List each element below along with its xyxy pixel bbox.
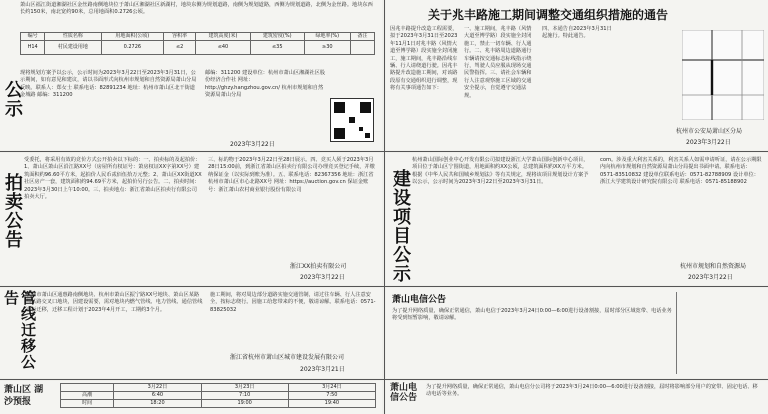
table-cell	[350, 41, 374, 55]
table-header: 建筑密度(%)	[250, 33, 304, 41]
side-ad	[676, 292, 762, 374]
table-header: 性质名称	[45, 33, 101, 41]
table-header: 用地面积(公顷)	[101, 33, 164, 41]
bottom-telecom-panel	[386, 381, 768, 414]
pipeline-date: 2023年3月21日	[300, 366, 345, 373]
auction-date: 2023年3月22日	[300, 274, 345, 281]
traffic-notice-panel	[386, 0, 768, 150]
planning-date: 2023年3月22日	[230, 141, 275, 148]
table-cell: 19:00	[201, 400, 288, 408]
pipeline-panel	[0, 288, 382, 378]
table-cell: 7:10	[201, 392, 288, 400]
table-cell: 19:40	[288, 400, 375, 408]
telecom-title: 萧山电信公告	[392, 295, 447, 305]
table-cell: ≤2	[164, 41, 196, 55]
planning-label: 公示	[2, 80, 23, 118]
table-cell: 村民建设用地	[45, 41, 101, 55]
traffic-notice-title: 关于兆丰路施工期间调整交通组织措施的通告	[428, 8, 669, 22]
weather-label: 萧山区 湖沙预报	[4, 385, 44, 407]
planning-table	[20, 32, 375, 55]
table-cell: 0.2726	[101, 41, 164, 55]
traffic-footer: 杭州市公安局萧山区分局	[676, 128, 743, 135]
traffic-date: 2023年3月22日	[686, 139, 731, 146]
weather-panel	[0, 381, 382, 414]
auction-label: 拍卖公告	[2, 173, 23, 249]
table-header: 编号	[21, 33, 45, 41]
planning-table-header-row	[21, 33, 375, 41]
table-cell: ≥30	[304, 41, 350, 55]
planning-body: 现将规划方案予以公示，公示时间为2023年3月22日至2023年3月31日，公示期间，如有意见和建议，请以书面形式向杭州市规划和自然资源局萧山分局反映。联系人：郑女士 联系电话：82891234 地址：杭州市萧山区北干街道金城路 邮编：311200	[20, 70, 197, 99]
weather-row	[61, 400, 376, 408]
pipeline-col1: 杭州市萧山区通惠路南侧地块、杭州市萧山区振宁路XX号地块、萧山区某路与某路交叉口地块，因建设需要，需对地块内燃气管线、电力管线、通信管线进行迁移，迁移工程计划于2023年4月开工，工期约3个月。	[26, 292, 203, 313]
planning-contact: 邮编：311200 建设单位：杭州市萧山区湘湖社区股份经济合作社 网址：http://ghzy.hangzhou.gov.cn/ 杭州市规划和自然资源局萧山分局	[205, 70, 326, 99]
table-cell: 7:50	[288, 392, 375, 400]
table-header: 3月22日	[114, 384, 201, 392]
table-cell: ≤40	[196, 41, 250, 55]
project-footer: 杭州市规划和自然资源局	[680, 263, 747, 270]
telecom-body: 为了提升网络质量，确保正常通信，萧山电信于2023年3月24日0:00—6:00进行设备割接，届时部分区域宽带、电话业务将受到短暂影响，敬请谅解。	[392, 308, 672, 322]
auction-footer: 浙江XX拍卖有限公司	[290, 263, 347, 270]
auction-col2: 三、标的物于2023年3月22日至28日展示。四、竞买人须于2023年3月28日15:00前，到浙江省萧山区拍卖行有限公司办理竞买登记手续，并缴纳保证金（以实际到账为准）。五、联系电话：82367356 地址：浙江省杭州市萧山区市心北路XX号 网址：https://auction.gov.cn 保证金账号：浙江萧山农村商业银行股份有限公司	[208, 157, 375, 193]
project-panel	[386, 153, 768, 285]
table-cell: 时间	[61, 400, 114, 408]
pipeline-label: 管线迁移公告	[2, 290, 37, 370]
qr-code-icon	[330, 98, 374, 142]
traffic-col3: 四、本通告自2023年3月31日起施行。特此通告。	[542, 26, 612, 40]
table-cell: 高潮	[61, 392, 114, 400]
auction-panel	[0, 153, 382, 285]
project-col2: com。涉及重大利害关系的，利害关系人如需申请听证，请在公示期限内向杭州市规划和自然资源局萧山分局提出书面申请。联系电话：0571-83510832 建设单位联系电话：0571-82788909 设计单位：浙江大学建筑设计研究院有限公司 联系电话：0571-85188902	[600, 157, 762, 186]
table-header: 容积率	[164, 33, 196, 41]
table-cell: 6:40	[114, 392, 201, 400]
table-cell: 18:20	[114, 400, 201, 408]
planning-table-row	[21, 41, 375, 55]
project-col1: 杭州萧山国际创业中心开发有限公司拟建设浙江大学萧山国际创新中心项目，项目位于萧山区宁围街道，用地面积约XX公顷，总建筑面积约XX万平方米。根据《中华人民共和国城乡规划法》等有关规定，现将该项目规划设计方案予以公示，公示时间为2023年3月22日至2023年3月31日。	[412, 157, 589, 186]
project-label: 建设项目公示	[390, 169, 411, 283]
column-divider	[384, 0, 385, 414]
map-graphic	[682, 30, 764, 120]
project-date: 2023年3月22日	[688, 274, 733, 281]
table-cell: H14	[21, 41, 45, 55]
table-header: 备注	[350, 33, 374, 41]
weather-table	[60, 383, 376, 408]
planning-intro: 萧山区福江街道湘湖社区金丝路南侧地块位于萧山区湘湖社区新湖村，地块东侧为规划道路，南侧为规划道路，西侧为规划道路，北侧为金丝路。地块东西长约150米，南北宽约90米，总用地面积0.2726公顷。	[20, 2, 373, 16]
table-header: 建筑高度(米)	[196, 33, 250, 41]
weather-header-row	[61, 384, 376, 392]
auction-col1: 受委托，将采用有效的竞价方式公开拍卖以下标的：一、拍卖标的及起拍价：1、萧山区萧山区沿江路XX号（房屋所有权证号：萧房权证XX字第XX号）建筑面积约96.60平方米，起拍价人民币贰佰伍拾万元整；2、萧山区XX街道XX社区房产一套，建筑面积约94.69平方米，起拍价另行公告。二、拍卖时间：2023年3月30日上午10:00。三、拍卖地点：浙江省萧山区拍卖行有限公司拍卖大厅。	[24, 157, 202, 201]
bottom-label: 萧山电信公告	[390, 383, 418, 403]
table-header: 3月23日	[201, 384, 288, 392]
traffic-col1: 因兆丰路提升改造工程需要，拟于2023年3月31日至2023年11月1日对兆丰路（风情大道至博学路）段实施全封闭施工，施工期间，兆丰路沿线车辆、行人请绕道行驶。因兆丰路提升改造施工期间，对该路段原有交通组织进行调整，现将有关事项通告如下：	[390, 26, 458, 92]
table-header: 3月24日	[288, 384, 375, 392]
table-header	[61, 384, 114, 392]
pipeline-col2: 施工期间，将对周边部分道路实施交通管制，请过往车辆、行人注意安全，按标志绕行。因施工给您带来的不便，敬请谅解。联系电话：0571-83825032	[210, 292, 376, 313]
table-cell: ≤35	[250, 41, 304, 55]
table-header: 绿地率(%)	[304, 33, 350, 41]
bottom-text: 为了提升网络质量，确保正常通信，萧山电信分公司将于2023年3月24日0:00—6:00进行设备割接，届时将影响部分用户的宽带、固定电话、移动电话等业务。	[426, 384, 758, 398]
weather-row	[61, 392, 376, 400]
telecom-panel	[386, 288, 768, 378]
pipeline-footer: 浙江省杭州市萧山区城市建设发展有限公司	[230, 354, 345, 361]
planning-notice-panel	[0, 0, 382, 150]
traffic-col2: 一、施工期间，兆丰路（风情大道至博学路）段实施全封闭施工，禁止一切车辆、行人通行。二、兆丰路周边道路通行车辆请按交通标志标线指示绕行，驾驶人员应服从现场交通民警指挥。三、请社会车辆和行人注意观察施工区域的交通安全提示，自觉遵守交通法规。	[464, 26, 532, 99]
